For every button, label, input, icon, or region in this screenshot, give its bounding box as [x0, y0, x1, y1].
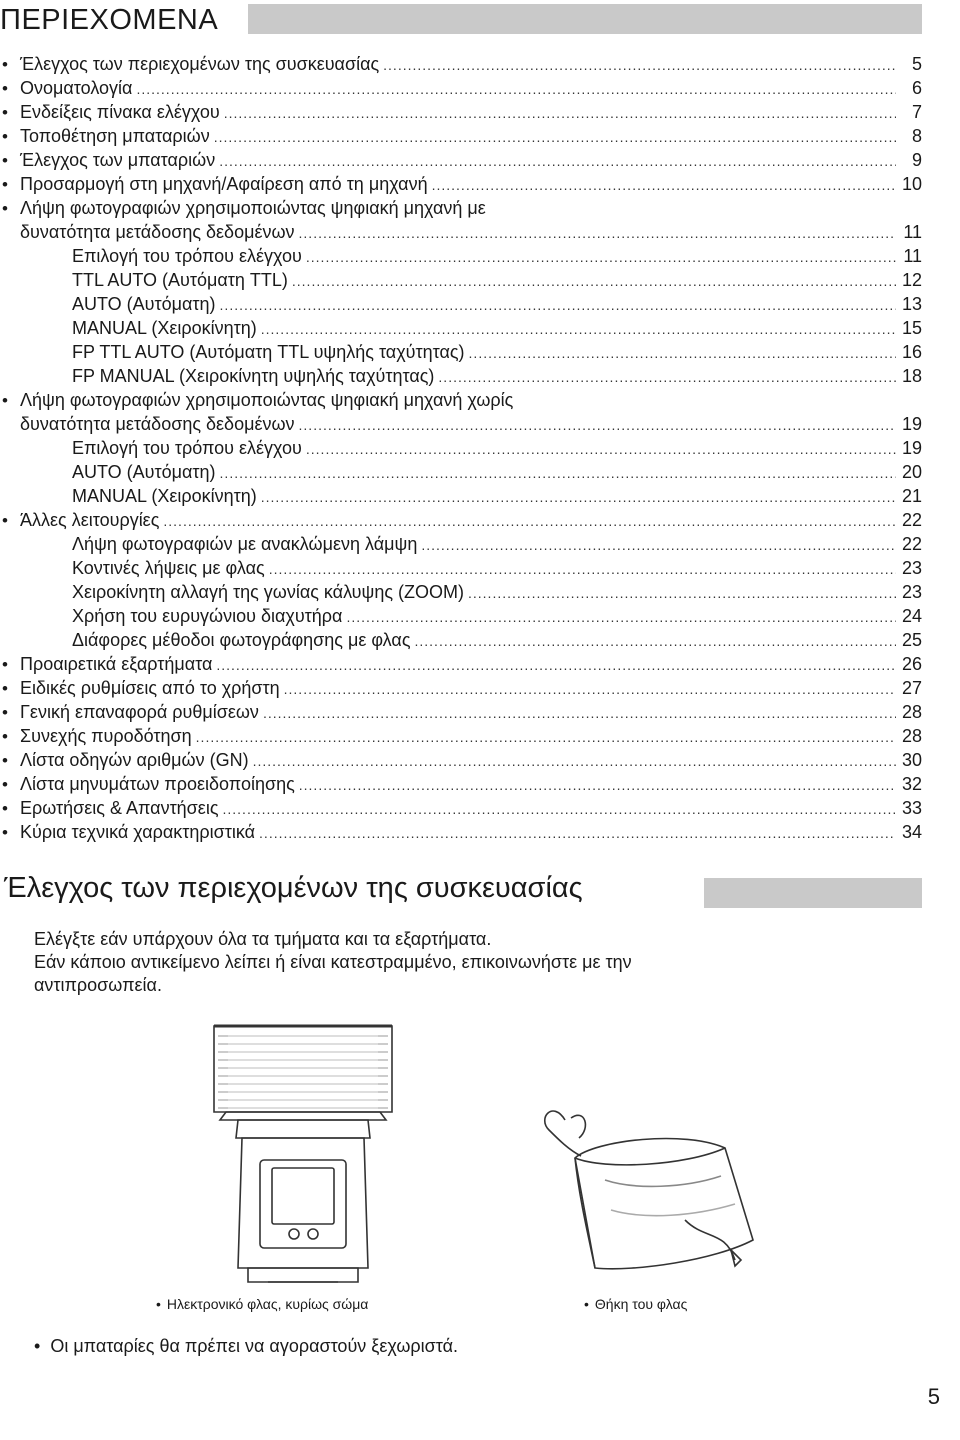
- leader-dots: [214, 124, 896, 149]
- leader-dots: [292, 268, 896, 293]
- toc-subentry[interactable]: [0, 532, 922, 556]
- caption-flash-case: [584, 1296, 687, 1312]
- toc-subentry[interactable]: [0, 364, 922, 388]
- intro-line: Εάν κάποιο αντικείμενο λείπει ή είναι κατεστραμμένο, επικοινωνήστε με την: [34, 952, 632, 972]
- toc-entry-text: Λήψη φωτογραφιών χρησιμοποιώντας ψηφιακή μηχανή με: [20, 198, 486, 218]
- bullet: [2, 820, 16, 845]
- leader-dots: [306, 244, 896, 269]
- leader-dots: [383, 52, 896, 77]
- bullet: [2, 772, 16, 797]
- bullet: [2, 148, 16, 173]
- toc-entry-page: 12: [901, 270, 922, 290]
- toc-entry-page: 11: [903, 222, 922, 242]
- toc-entry-page: 30: [901, 750, 922, 770]
- leader-dots: [299, 412, 896, 437]
- toc-entry-text: FP TTL AUTO (Αυτόματη TTL υψηλής ταχύτητας): [72, 342, 465, 362]
- toc-title-bar: [248, 4, 922, 34]
- toc-entry[interactable]: [0, 700, 922, 724]
- toc-entry[interactable]: [0, 100, 922, 124]
- toc-entry[interactable]: [0, 652, 922, 676]
- toc-entry[interactable]: [0, 124, 922, 148]
- toc-entry-text: Λίστα οδηγών αριθμών (GN): [20, 750, 249, 770]
- bullet: [2, 196, 16, 221]
- bullet: [2, 508, 16, 533]
- section-intro: [34, 928, 914, 997]
- bullet: [2, 748, 16, 773]
- leader-dots: [219, 148, 896, 173]
- toc-entry-page: 28: [901, 702, 922, 722]
- toc-entry-text: Έλεγχος των μπαταριών: [20, 150, 216, 170]
- leader-dots: [421, 532, 896, 557]
- toc-subentry[interactable]: [0, 340, 922, 364]
- toc-entry-page: 22: [901, 534, 922, 554]
- toc-subentry[interactable]: [0, 556, 922, 580]
- toc-entry[interactable]: [0, 508, 922, 532]
- table-of-contents: [0, 52, 922, 844]
- toc-entry-page: 23: [901, 558, 922, 578]
- toc-entry-text: Ειδικές ρυθμίσεις από το χρήστη: [20, 678, 280, 698]
- toc-entry-page: 24: [901, 606, 922, 626]
- toc-entry[interactable]: [0, 772, 922, 796]
- toc-entry-page: 27: [901, 678, 922, 698]
- toc-entry-continued[interactable]: [0, 412, 922, 436]
- leader-dots: [415, 628, 897, 653]
- toc-entry-page: 26: [901, 654, 922, 674]
- toc-entry-page: 21: [901, 486, 922, 506]
- leader-dots: [284, 676, 896, 701]
- toc-subentry[interactable]: [0, 244, 922, 268]
- leader-dots: [224, 100, 896, 125]
- toc-entry[interactable]: [0, 76, 922, 100]
- leader-dots: [196, 724, 896, 749]
- toc-entry-page: 25: [901, 630, 922, 650]
- toc-entry[interactable]: [0, 796, 922, 820]
- toc-entry-text: Κοντινές λήψεις με φλας: [72, 558, 265, 578]
- toc-subentry[interactable]: [0, 460, 922, 484]
- intro-line: Ελέγξτε εάν υπάρχουν όλα τα τμήματα και τα εξαρτήματα.: [34, 929, 492, 949]
- flash-case-illustration: [535, 1100, 765, 1285]
- leader-dots: [220, 460, 896, 485]
- toc-entry-text: AUTO (Αυτόματη): [72, 462, 216, 482]
- toc-entry-text: δυνατότητα μετάδοσης δεδομένων: [20, 222, 295, 242]
- toc-subentry[interactable]: [0, 484, 922, 508]
- caption-text: Θήκη του φλας: [594, 1296, 688, 1312]
- bullet: [2, 676, 16, 701]
- toc-entry-text: TTL AUTO (Αυτόματη TTL): [72, 270, 288, 290]
- bullet: •: [156, 1296, 161, 1312]
- toc-subentry[interactable]: [0, 580, 922, 604]
- toc-entry-text: Άλλες λειτουργίες: [20, 510, 160, 530]
- toc-entry-page: 28: [901, 726, 922, 746]
- toc-entry-text: Έλεγχος των περιεχομένων της συσκευασίας: [20, 54, 380, 74]
- battery-note: [34, 1336, 458, 1357]
- toc-entry-page: 18: [901, 366, 922, 386]
- toc-entry-text: Λήψη φωτογραφιών με ανακλώμενη λάμψη: [72, 534, 418, 554]
- leader-dots: [468, 580, 896, 605]
- toc-entry-text: Επιλογή του τρόπου ελέγχου: [72, 438, 302, 458]
- leader-dots: [263, 700, 896, 725]
- bullet: [2, 172, 16, 197]
- leader-dots: [216, 652, 896, 677]
- toc-subentry[interactable]: [0, 604, 922, 628]
- toc-entry-text: Κύρια τεχνικά χαρακτηριστικά: [20, 822, 256, 842]
- note-text: Οι μπαταρίες θα πρέπει να αγοραστούν ξεχωριστά.: [50, 1336, 459, 1356]
- toc-entry[interactable]: [0, 148, 922, 172]
- bullet: [2, 52, 16, 77]
- toc-entry-text: Χρήση του ευρυγώνιου διαχυτήρα: [72, 606, 343, 626]
- toc-entry[interactable]: [0, 196, 922, 220]
- bullet: [2, 724, 16, 749]
- toc-entry-page: 9: [911, 150, 922, 170]
- leader-dots: [269, 556, 896, 581]
- leader-dots: [261, 484, 896, 509]
- leader-dots: [469, 340, 896, 365]
- leader-dots: [163, 508, 896, 533]
- toc-entry-text: MANUAL (Χειροκίνητη): [72, 318, 257, 338]
- toc-entry[interactable]: [0, 172, 922, 196]
- leader-dots: [438, 364, 896, 389]
- bullet: [2, 76, 16, 101]
- toc-title: ΠΕΡΙΕΧΟΜΕΝΑ: [0, 3, 219, 36]
- bullet: •: [584, 1296, 589, 1312]
- bullet: [2, 700, 16, 725]
- toc-entry-page: 23: [901, 582, 922, 602]
- section-title: Έλεγχος των περιεχομένων της συσκευασίας: [4, 872, 583, 904]
- toc-entry-text: Λήψη φωτογραφιών χρησιμοποιώντας ψηφιακή μηχανή χωρίς: [20, 390, 514, 410]
- toc-entry-text: Επιλογή του τρόπου ελέγχου: [72, 246, 302, 266]
- toc-subentry[interactable]: [0, 628, 922, 652]
- toc-entry[interactable]: [0, 676, 922, 700]
- bullet: [2, 388, 16, 413]
- toc-entry[interactable]: [0, 52, 922, 76]
- toc-entry-page: 5: [911, 54, 922, 74]
- leader-dots: [299, 220, 896, 245]
- leader-dots: [136, 76, 896, 101]
- toc-entry-text: Λίστα μηνυμάτων προειδοποίησης: [20, 774, 295, 794]
- toc-entry-page: 19: [901, 414, 922, 434]
- toc-entry-text: Ερωτήσεις & Απαντήσεις: [20, 798, 219, 818]
- toc-entry-text: Χειροκίνητη αλλαγή της γωνίας κάλυψης (ZOOM): [72, 582, 464, 602]
- toc-subentry[interactable]: [0, 316, 922, 340]
- toc-entry-text: MANUAL (Χειροκίνητη): [72, 486, 257, 506]
- toc-entry[interactable]: [0, 820, 922, 844]
- bullet: [2, 124, 16, 149]
- leader-dots: [299, 772, 896, 797]
- toc-entry-page: 19: [901, 438, 922, 458]
- leader-dots: [306, 436, 896, 461]
- toc-entry[interactable]: [0, 388, 922, 412]
- toc-entry-page: 34: [901, 822, 922, 842]
- leader-dots: [223, 796, 897, 821]
- toc-entry-page: 8: [911, 126, 922, 146]
- leader-dots: [261, 316, 896, 341]
- toc-subentry[interactable]: [0, 292, 922, 316]
- toc-entry[interactable]: [0, 724, 922, 748]
- toc-entry-text: Διάφορες μέθοδοι φωτογράφησης με φλας: [72, 630, 411, 650]
- toc-entry-continued[interactable]: [0, 220, 922, 244]
- toc-entry-page: 15: [901, 318, 922, 338]
- page-number: 5: [927, 1384, 940, 1409]
- toc-entry-text: Ονοματολογία: [20, 78, 133, 98]
- toc-entry-text: Προαιρετικά εξαρτήματα: [20, 654, 213, 674]
- toc-entry-page: 20: [901, 462, 922, 482]
- toc-entry-text: δυνατότητα μετάδοσης δεδομένων: [20, 414, 295, 434]
- leader-dots: [253, 748, 896, 773]
- leader-dots: [432, 172, 896, 197]
- flash-unit-illustration: [208, 1020, 398, 1290]
- toc-entry-text: AUTO (Αυτόματη): [72, 294, 216, 314]
- intro-line: αντιπροσωπεία.: [34, 975, 162, 995]
- section-title-bar: [704, 878, 922, 908]
- bullet: •: [34, 1336, 41, 1356]
- toc-entry-page: 22: [901, 510, 922, 530]
- leader-dots: [259, 820, 896, 845]
- toc-entry-page: 10: [901, 174, 922, 194]
- toc-subentry[interactable]: [0, 436, 922, 460]
- toc-entry-text: Συνεχής πυροδότηση: [20, 726, 192, 746]
- toc-subentry[interactable]: [0, 268, 922, 292]
- bullet: [2, 100, 16, 125]
- toc-entry-text: Ενδείξεις πίνακα ελέγχου: [20, 102, 220, 122]
- toc-entry-page: 7: [911, 102, 922, 122]
- bullet: [2, 652, 16, 677]
- toc-entry-page: 16: [901, 342, 922, 362]
- toc-entry-page: 13: [901, 294, 922, 314]
- toc-entry-page: 33: [901, 798, 922, 818]
- toc-entry-text: FP MANUAL (Χειροκίνητη υψηλής ταχύτητας): [72, 366, 435, 386]
- leader-dots: [220, 292, 896, 317]
- bullet: [2, 796, 16, 821]
- toc-entry-page: 6: [911, 78, 922, 98]
- toc-entry-text: Προσαρμογή στη μηχανή/Αφαίρεση από τη μηχανή: [20, 174, 428, 194]
- toc-entry-text: Γενική επαναφορά ρυθμίσεων: [20, 702, 259, 722]
- leader-dots: [346, 604, 896, 629]
- toc-entry-page: 11: [903, 246, 922, 266]
- toc-entry[interactable]: [0, 748, 922, 772]
- caption-text: Ηλεκτρονικό φλας, κυρίως σώμα: [166, 1296, 369, 1312]
- toc-entry-text: Τοποθέτηση μπαταριών: [20, 126, 210, 146]
- caption-flash-unit: [156, 1296, 368, 1312]
- toc-entry-page: 32: [901, 774, 922, 794]
